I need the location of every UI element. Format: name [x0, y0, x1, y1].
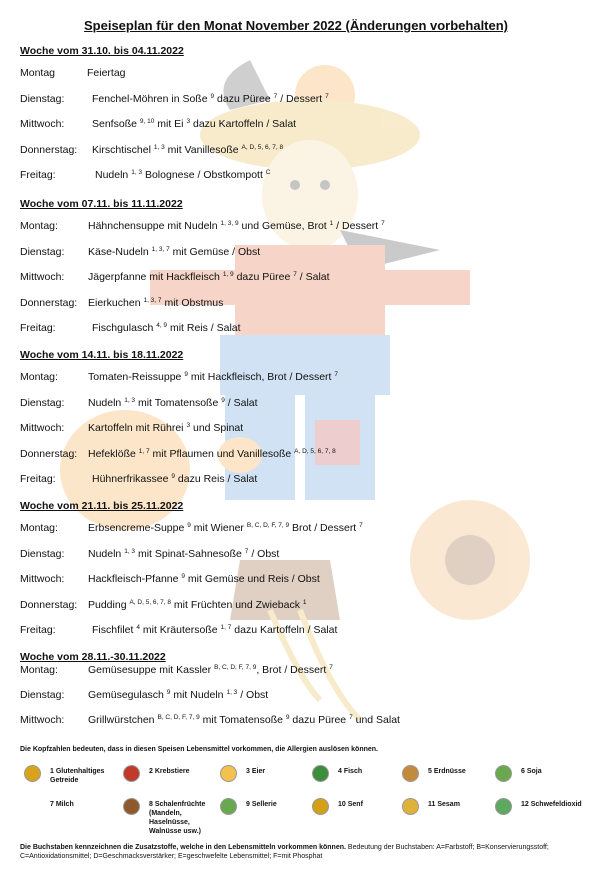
legend-label: 7 Milch	[50, 801, 74, 808]
allergen-code: 1, 3, 7	[151, 245, 170, 253]
allergen-code: B, C, D, F, 7, 9	[214, 664, 257, 671]
day-label: Montag:	[20, 664, 58, 676]
allergen-code: 9	[187, 522, 191, 529]
allergen-code: 1, 7	[220, 624, 232, 631]
meal-text	[92, 624, 337, 636]
meal-text	[88, 271, 330, 283]
legend-label: 1 Glutenhaltiges Getreide	[50, 768, 105, 784]
allergen-code: A, D, 5, 6, 7, 8	[129, 598, 172, 606]
legend-label: 3 Eier	[246, 768, 266, 775]
sesame-icon	[402, 798, 419, 815]
menu-row	[20, 599, 580, 613]
allergen-code: A, D, 5, 6, 7, 8	[241, 143, 284, 151]
allergen-code: 1, 3	[131, 169, 143, 176]
allergen-code: A, D, 5, 6, 7, 8	[294, 447, 336, 455]
meal-segment: Senfsoße	[92, 118, 140, 130]
additives-footer	[20, 843, 575, 861]
meal-text	[88, 714, 400, 726]
legend-label: 5 Erdnüsse	[428, 768, 466, 775]
legend-label: 6 Soja	[521, 768, 542, 775]
sulfite-icon	[495, 798, 512, 815]
meal-segment: Nudeln	[95, 169, 132, 181]
meal-text	[88, 220, 385, 232]
meal-segment: Bolognese / Obstkompott	[142, 169, 266, 181]
additives-footer-bold: Die Buchstaben kennzeichnen die Zusatzstoffe, welche in den Lebensmitteln vorkommen können.	[20, 844, 346, 851]
day-label: Dienstag:	[20, 245, 65, 258]
allergen-code: 9	[166, 689, 171, 696]
meal-segment: mit Spinat-Sahnesoße	[135, 547, 245, 560]
allergen-code: 7	[244, 547, 249, 555]
allergen-code: 7	[359, 522, 363, 529]
day-label: Freitag:	[20, 624, 56, 636]
meal-segment: mit Nudeln	[170, 689, 227, 701]
allergen-code: 1	[302, 598, 307, 606]
menu-row	[20, 714, 580, 728]
allergen-code: 3	[186, 422, 191, 429]
celery-icon	[220, 798, 237, 815]
meal-segment: dazu Püree	[289, 714, 350, 726]
crab-icon	[123, 765, 140, 782]
soy-icon	[495, 765, 512, 782]
nut-icon	[123, 798, 140, 815]
day-label: Mittwoch:	[20, 714, 65, 726]
wheat-icon	[24, 765, 41, 782]
allergen-code: 7	[293, 271, 297, 278]
menu-row	[20, 624, 580, 638]
allergen-code: 9, 10	[139, 118, 155, 125]
legend-label: 8 Schalenfrüchte (Mandeln, Haselnüsse, Walnüsse usw.)	[149, 801, 206, 835]
menu-row	[20, 664, 580, 678]
meal-segment: Hähnchensuppe mit Nudeln	[88, 220, 221, 232]
meal-segment: Tomaten-Reissuppe	[88, 371, 185, 383]
meal-segment: mit Reis / Salat	[167, 322, 241, 334]
meal-segment: Fischgulasch	[92, 322, 157, 334]
meal-segment: Grillwürstchen	[88, 714, 158, 726]
meal-segment: dazu Reis / Salat	[175, 473, 258, 485]
allergen-code: 9	[181, 573, 186, 580]
meal-segment: Fischfilet	[92, 624, 137, 636]
allergen-code: B, C, D, F, 7, 9	[157, 714, 200, 721]
menu-row	[20, 220, 580, 234]
allergen-code: 1, 9	[222, 271, 234, 278]
meal-text	[88, 297, 223, 309]
meal-text	[88, 422, 243, 434]
meal-text	[88, 522, 363, 534]
day-label: Freitag:	[20, 169, 56, 181]
menu-row	[20, 448, 580, 462]
allergen-code: B, C, D, F, 7, 9	[246, 522, 290, 529]
allergen-code: 1, 3	[226, 689, 238, 696]
menu-row	[20, 473, 580, 487]
menu-row	[20, 422, 580, 436]
menu-row	[20, 397, 580, 411]
meal-segment: Pudding	[88, 598, 130, 611]
menu-row	[20, 322, 580, 336]
legend-label: 9 Sellerie	[246, 801, 277, 808]
meal-segment: mit Hackfleisch, Brot / Dessert	[187, 371, 335, 383]
meal-segment: Hackfleisch-Pfanne	[88, 573, 182, 585]
allergen-code: 4, 9	[156, 322, 168, 329]
day-label: Dienstag:	[20, 396, 65, 409]
meal-segment: Kartoffeln mit Rührei	[88, 422, 187, 434]
allergen-code: 1, 3, 9	[220, 220, 239, 227]
meal-text	[92, 118, 296, 130]
meal-text	[92, 93, 329, 105]
meal-text	[95, 169, 270, 181]
meal-segment: mit Gemüse / Obst	[169, 245, 261, 258]
day-label: Donnerstag:	[20, 143, 78, 156]
allergen-note: Die Kopfzahlen bedeuten, dass in diesen Speisen Lebensmittel vorkommen, die Allergien auslösen können.	[20, 746, 378, 753]
week-header: Woche vom 28.11.-30.11.2022	[20, 651, 166, 663]
meal-segment: mit Gemüse und Reis / Obst	[185, 573, 320, 585]
legend-label: 10 Senf	[338, 801, 363, 808]
egg-icon	[220, 765, 237, 782]
day-label: Montag:	[20, 522, 58, 534]
allergen-code: 9	[171, 473, 175, 480]
day-label: Montag:	[20, 220, 58, 232]
menu-row	[20, 246, 580, 260]
allergen-code: 9	[210, 92, 215, 100]
day-label: Mittwoch:	[20, 573, 65, 585]
menu-row	[20, 93, 580, 107]
allergen-code: 1, 7	[138, 447, 150, 455]
allergen-code: 1, 3	[153, 143, 165, 151]
meal-segment: / Obst	[248, 547, 280, 560]
allergen-code: 7	[329, 664, 333, 671]
meal-segment: mit Tomatensoße	[199, 714, 286, 726]
day-label: Mittwoch:	[20, 422, 65, 434]
day-label: Donnerstag:	[20, 598, 78, 611]
meal-segment: mit Vanillesoße	[164, 143, 242, 156]
allergen-code: 9	[285, 714, 290, 721]
meal-text	[88, 599, 307, 611]
meal-segment: Käse-Nudeln	[88, 245, 152, 258]
meal-text	[87, 67, 126, 79]
week-header: Woche vom 07.11. bis 11.11.2022	[20, 198, 183, 210]
allergen-code: 4	[136, 624, 140, 631]
allergen-code: C	[265, 169, 271, 176]
meal-segment: Jägerpfanne mit Hackfleisch	[88, 271, 223, 283]
meal-segment: dazu Kartoffeln / Salat	[190, 118, 297, 130]
day-label: Donnerstag:	[20, 296, 78, 309]
meal-segment: dazu Kartoffeln / Salat	[231, 624, 338, 636]
menu-row	[20, 271, 580, 285]
allergen-code: 3	[186, 118, 191, 125]
allergen-code: 7	[334, 371, 339, 378]
peanut-icon	[402, 765, 419, 782]
meal-segment: mit Obstmus	[161, 296, 224, 309]
allergen-code: 7	[325, 92, 329, 100]
week-header: Woche vom 21.11. bis 25.11.2022	[20, 500, 184, 512]
meal-segment: Nudeln	[88, 396, 125, 409]
day-label: Freitag:	[20, 473, 56, 485]
week-header: Woche vom 31.10. bis 04.11.2022	[20, 45, 184, 57]
day-label: Donnerstag:	[20, 447, 78, 460]
allergen-code: 7	[349, 714, 353, 721]
meal-segment: und Gemüse, Brot	[238, 220, 330, 232]
meal-text	[92, 144, 283, 156]
week-header: Woche vom 14.11. bis 18.11.2022	[20, 349, 184, 361]
day-label: Montag:	[20, 371, 58, 383]
meal-text	[88, 246, 260, 258]
meal-segment: Nudeln	[88, 547, 125, 560]
meal-segment: und Spinat	[190, 422, 244, 434]
meal-text	[88, 448, 336, 460]
mustard-icon	[312, 798, 329, 815]
legend-label: 11 Sesam	[428, 801, 460, 808]
allergen-code: 9	[184, 371, 188, 378]
meal-segment: Erbsencreme-Suppe	[88, 522, 188, 534]
allergen-code: 1, 3	[124, 547, 136, 555]
legend-label: 2 Krebstiere	[149, 768, 190, 775]
meal-text	[88, 573, 320, 585]
meal-text	[92, 473, 257, 485]
meal-segment: / Salat	[224, 396, 258, 409]
day-label: Dienstag:	[20, 547, 65, 560]
meal-text	[88, 689, 268, 701]
meal-segment: / Dessert	[277, 92, 326, 105]
meal-segment: Gemüsesuppe mit Kassler	[88, 664, 215, 676]
meal-text	[88, 548, 279, 560]
day-label: Dienstag:	[20, 689, 65, 701]
day-label: Dienstag:	[20, 92, 65, 105]
meal-text	[92, 322, 241, 334]
meal-text	[88, 397, 258, 409]
day-label: Montag	[20, 67, 56, 79]
meal-segment: mit Pflaumen und Vanillesoße	[149, 447, 295, 460]
meal-segment: dazu Püree	[214, 92, 274, 105]
meal-segment: Fenchel-Möhren in Soße	[92, 92, 211, 105]
menu-row	[20, 169, 580, 183]
legend-label: 4 Fisch	[338, 768, 363, 775]
allergen-code: 9	[221, 396, 225, 404]
menu-row	[20, 522, 580, 536]
page-title: Speiseplan für den Monat November 2022 (Änderungen vorbehalten)	[83, 18, 509, 33]
meal-segment: Brot / Dessert	[289, 522, 360, 534]
meal-segment: mit Wiener	[190, 522, 247, 534]
meal-segment: mit Kräutersoße	[139, 624, 221, 636]
day-label: Mittwoch:	[20, 118, 65, 130]
day-label: Mittwoch:	[20, 271, 65, 283]
allergen-code: 7	[381, 220, 385, 227]
day-label: Freitag:	[20, 322, 56, 334]
allergen-code: 1, 3, 7	[143, 296, 162, 304]
menu-row	[20, 548, 580, 562]
menu-row	[20, 297, 580, 311]
meal-segment: Hefeklöße	[88, 447, 139, 460]
menu-row	[20, 144, 580, 158]
meal-segment: mit Früchten und Zwieback	[171, 598, 303, 611]
meal-segment: mit Tomatensoße	[135, 396, 222, 409]
meal-segment: dazu Püree	[233, 271, 294, 283]
meal-segment: Hühnerfrikassee	[92, 473, 172, 485]
meal-segment: / Obst	[237, 689, 269, 701]
meal-segment: / Salat	[296, 271, 330, 283]
menu-row	[20, 573, 580, 587]
meal-text	[88, 664, 333, 676]
meal-segment: Eierkuchen	[88, 296, 144, 309]
meal-segment: und Salat	[352, 714, 400, 726]
meal-text	[88, 371, 338, 383]
meal-segment: Gemüsegulasch	[88, 689, 167, 701]
meal-segment: Kirschtischel	[92, 143, 154, 156]
menu-row	[20, 118, 580, 132]
meal-segment: Feiertag	[87, 67, 126, 79]
menu-row	[20, 689, 580, 703]
menu-row	[20, 67, 580, 81]
allergen-code: 7	[273, 92, 278, 100]
menu-row	[20, 371, 580, 385]
additives-footer-text: Bedeutung der Buchstaben: A=Farbstoff; B=Konservierungsstoff; C=Antioxidationsmittel; D=Geschmacksverstärker; E=geschwefelte Lebensmittel; F=mit Phosphat	[20, 844, 549, 860]
meal-segment: / Dessert	[333, 220, 382, 232]
legend-label: 12 Schwefeldioxid	[521, 801, 582, 808]
allergen-code: 1	[329, 220, 334, 227]
fish-icon	[312, 765, 329, 782]
meal-segment: mit Ei	[154, 118, 187, 130]
meal-segment: , Brot / Dessert	[256, 664, 330, 676]
allergen-code: 1, 3	[124, 396, 136, 404]
